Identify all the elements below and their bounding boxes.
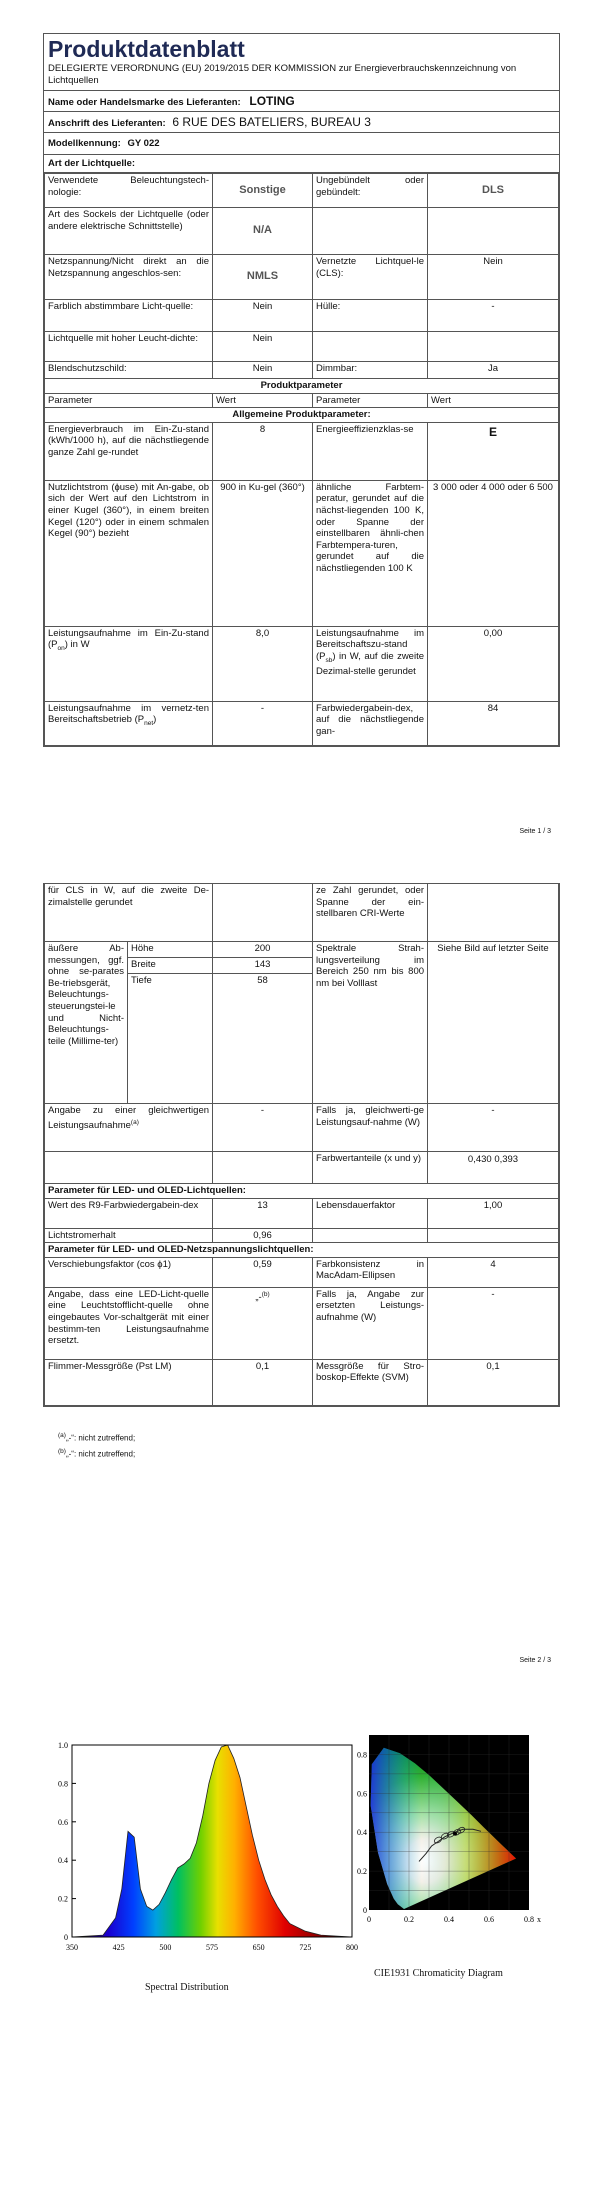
- equivalent-power-label: Angabe zu einer gleichwertigen Leistungsaufnahme$^{(a)}$: [45, 1104, 213, 1152]
- x-tick-label: 650: [252, 1943, 265, 1952]
- empty-cell: [428, 1228, 559, 1243]
- page-number: Seite 2 / 3: [519, 1657, 551, 1664]
- replacement-claim-label: Angabe, dass eine LED-Licht-quelle eine Leuchtstofflicht-quelle ohne eingebautes Vor-schaltgerät mit einer bestimm-ten Leistungsaufnahme ersetzt.: [45, 1287, 213, 1359]
- on-mode-power-label: Leistungsaufnahme im Ein-Zu-stand $(P_{on})$ in W: [45, 626, 213, 701]
- page-3: [0, 1680, 603, 2195]
- col-header-value-2: Wert: [428, 393, 559, 408]
- empty-cell: [428, 208, 559, 255]
- spectrum-area: [72, 1745, 352, 1937]
- power-factor-label: Verschiebungsfaktor (cos ϕ1): [45, 1257, 213, 1287]
- x-tick-label: 0.2: [404, 1915, 414, 1924]
- empty-cell: [313, 1228, 428, 1243]
- tunable-label: Farblich abstimmbare Licht-quelle:: [45, 300, 213, 332]
- parameters-table-continued: [44, 883, 559, 1406]
- cie-chromaticity-chart: [357, 1730, 542, 1945]
- empty-cell: [313, 332, 428, 362]
- width-label: Breite: [128, 958, 213, 974]
- supplier-address-row: [44, 112, 559, 133]
- socket-value: N/A: [213, 208, 313, 255]
- x-tick-label: 0.4: [444, 1915, 454, 1924]
- tunable-value: Nein: [213, 300, 313, 332]
- focus-value: DLS: [428, 174, 559, 208]
- supplier-name-label: Name oder Handelsmarke des Lieferanten:: [48, 97, 241, 108]
- depth-value: 58: [213, 974, 313, 1104]
- standby-power-label: Leistungsaufnahme im Bereitschaftszu-stand $(P_{sb})$ in W, auf die zweite Dezimal-stelle gerundet: [313, 626, 428, 701]
- power-factor-value: 0,59: [213, 1257, 313, 1287]
- model-id: GY 022: [127, 138, 160, 149]
- page-1: [0, 0, 603, 850]
- width-value: 143: [213, 958, 313, 974]
- mains-value: NMLS: [213, 255, 313, 300]
- y-tick-label: 0.4: [58, 1856, 68, 1866]
- dimmable-label: Dimmbar:: [313, 362, 428, 379]
- supplier-name-row: [44, 91, 559, 112]
- r9-value: 13: [213, 1198, 313, 1228]
- high-luminance-value: Nein: [213, 332, 313, 362]
- energy-class-label: Energieeffizienzklas-se: [313, 422, 428, 480]
- stroboscopic-label: Messgröße für Stro-boskop-Effekte (SVM): [313, 1359, 428, 1405]
- y-tick-label: 0: [64, 1933, 68, 1942]
- lumen-maintenance-label: Lichtstromerhalt: [45, 1228, 213, 1243]
- light-source-table: [44, 173, 559, 746]
- model-row: [44, 133, 559, 155]
- lumen-maintenance-value: 0,96: [213, 1228, 313, 1243]
- general-params-heading: Allgemeine Produktparameter:: [45, 408, 559, 423]
- page-number: Seite 1 / 3: [519, 828, 551, 835]
- document-title: Produktdatenblatt: [48, 36, 245, 62]
- r9-label: Wert des R9-Farbwiedergabein-dex: [45, 1198, 213, 1228]
- cls-value: Nein: [428, 255, 559, 300]
- col-header-param-2: Parameter: [313, 393, 428, 408]
- y-tick-label: 1.0: [58, 1741, 68, 1750]
- dimmable-value: Ja: [428, 362, 559, 379]
- cri-label-cont: ze Zahl gerundet, oder Spanne der ein-stellbaren CRI-Werte: [313, 884, 428, 942]
- equivalent-power-value: -: [213, 1104, 313, 1152]
- led-params-heading: Parameter für LED- und OLED-Lichtquellen:: [45, 1184, 559, 1199]
- y-tick-label: 0: [363, 1906, 367, 1915]
- x-tick-label: 0.8: [524, 1915, 534, 1924]
- replacement-power-value: -: [428, 1287, 559, 1359]
- supplier-address-label: Anschrift des Lieferanten:: [48, 118, 166, 129]
- luminous-flux-value: 900 in Ku-gel (360°): [213, 480, 313, 626]
- empty-cell: [428, 332, 559, 362]
- antiglare-value: Nein: [213, 362, 313, 379]
- cri-label: Farbwiedergabein-dex, auf die nächstliegende gan-: [313, 701, 428, 745]
- cls-label: Vernetzte Lichtquel-le (CLS):: [313, 255, 428, 300]
- chromaticity-value: 0,430 0,393: [428, 1152, 559, 1184]
- mains-led-params-heading: Parameter für LED- und OLED-Netzspannungslichtquellen:: [45, 1243, 559, 1258]
- x-tick-label: 800: [346, 1943, 358, 1952]
- x-tick-label: 350: [66, 1943, 78, 1952]
- supplier-name: LOTING: [249, 94, 295, 108]
- focus-label: Ungebündelt oder gebündelt:: [313, 174, 428, 208]
- energy-class-value: E: [428, 422, 559, 480]
- cct-value: 3 000 oder 4 000 oder 6 500: [428, 480, 559, 626]
- on-mode-power-value: 8,0: [213, 626, 313, 701]
- y-tick-label: 0.2: [357, 1867, 367, 1877]
- high-luminance-label: Lichtquelle mit hoher Leucht-dichte:: [45, 332, 213, 362]
- replacement-power-label: Falls ja, Angabe zur ersetzten Leistungs-aufnahme (W): [313, 1287, 428, 1359]
- supplier-address: 6 RUE DES BATELIERS, BUREAU 3: [172, 115, 371, 129]
- replacement-claim-value: „-$^{(b)}$: [213, 1287, 313, 1359]
- y-tick-label: 0.4: [357, 1828, 367, 1838]
- page-2: [0, 850, 603, 1680]
- datasheet-frame-1: [43, 33, 560, 747]
- col-header-param: Parameter: [45, 393, 213, 408]
- survival-factor-label: Lebensdauerfaktor: [313, 1198, 428, 1228]
- flicker-label: Flimmer-Messgröße (Pst LM): [45, 1359, 213, 1405]
- x-tick-label: 575: [206, 1943, 218, 1952]
- depth-label: Tiefe: [128, 974, 213, 1104]
- empty-cell: [428, 884, 559, 942]
- product-params-heading: Produktparameter: [45, 379, 559, 394]
- datasheet-frame-2: [43, 883, 560, 1407]
- networked-standby-label: Leistungsaufnahme im vernetz-ten Bereitschaftsbetrieb $(P_{net})$: [45, 701, 213, 745]
- equivalent-power-w-value: -: [428, 1104, 559, 1152]
- light-source-type-heading: Art der Lichtquelle:: [44, 155, 559, 173]
- y-tick-label: 0.2: [58, 1894, 68, 1904]
- spectral-distribution-label: Spektrale Strah-lungsverteilung im Bereich 250 nm bis 800 nm bei Volllast: [313, 942, 428, 1104]
- stroboscopic-value: 0,1: [428, 1359, 559, 1405]
- empty-cell: [213, 884, 313, 942]
- chromaticity-label: Farbwertanteile (x und y): [313, 1152, 428, 1184]
- tech-label: Verwendete Beleuchtungstech-nologie:: [45, 174, 213, 208]
- empty-cell: [213, 1152, 313, 1184]
- spectrum-caption: Spectral Distribution: [145, 1982, 229, 1993]
- networked-standby-label-cont: für CLS in W, auf die zweite De-zimalstelle gerundet: [45, 884, 213, 942]
- col-header-value: Wert: [213, 393, 313, 408]
- cri-value: 84: [428, 701, 559, 745]
- x-tick-label: 0.6: [484, 1915, 494, 1924]
- x-tick-label: 500: [159, 1943, 172, 1952]
- energy-consumption-label: Energieverbrauch im Ein-Zu-stand (kWh/1000 h), auf die nächstliegende ganze Zahl ge-rundet: [45, 422, 213, 480]
- antiglare-label: Blendschutzschild:: [45, 362, 213, 379]
- x-tick-label: 425: [112, 1943, 125, 1952]
- spectral-distribution-chart: [48, 1735, 368, 1985]
- tech-value: Sonstige: [213, 174, 313, 208]
- dimensions-label: äußere Ab-messungen, ggf. ohne se-parates Be-triebsgerät, Beleuchtungs-steuerungstei-le und Nicht-Beleuchtungs-teile (Millime-ter): [45, 942, 128, 1104]
- networked-standby-value: -: [213, 701, 313, 745]
- footnote-b: $^{(b)}$„-“: nicht zutreffend;: [58, 1448, 136, 1459]
- spectral-distribution-value: Siehe Bild auf letzter Seite: [428, 942, 559, 1104]
- model-label: Modellkennung:: [48, 138, 121, 149]
- y-tick-label: 0.8: [357, 1750, 367, 1760]
- macadam-value: 4: [428, 1257, 559, 1287]
- regulation-intro: DELEGIERTE VERORDNUNG (EU) 2019/2015 DER KOMMISSION zur Energieverbrauchskennzeichnung von Lichtquellen: [44, 62, 559, 91]
- standby-power-value: 0,00: [428, 626, 559, 701]
- y-tick-label: 0.6: [357, 1789, 367, 1799]
- x-tick-label: 725: [299, 1943, 312, 1952]
- macadam-label: Farbkonsistenz in MacAdam-Ellipsen: [313, 1257, 428, 1287]
- survival-factor-value: 1,00: [428, 1198, 559, 1228]
- luminous-flux-label: Nutzlichtstrom (ɸuse) mit An-gabe, ob sich der Wert auf den Lichtstrom in einer Kugel (360°), in einem breiten Kegel (120°) oder in einem schmalen Kegel (90°) bezieht: [45, 480, 213, 626]
- footnote-a: $^{(a)}$„-“: nicht zutreffend;: [58, 1432, 136, 1443]
- cct-label: ähnliche Farbtem-peratur, gerundet auf die nächst-liegenden 100 K, oder Spanne der einstellbaren ähnli-chen Farbtempera-turen, gerundet auf die nächstliegenden 100 K: [313, 480, 428, 626]
- cie-caption: CIE1931 Chromaticity Diagram: [374, 1968, 503, 1979]
- envelope-value: -: [428, 300, 559, 332]
- height-label: Höhe: [128, 942, 213, 958]
- socket-label: Art des Sockels der Lichtquelle (oder andere elektrische Schnittstelle): [45, 208, 213, 255]
- y-tick-label: 0.6: [58, 1817, 68, 1827]
- flicker-value: 0,1: [213, 1359, 313, 1405]
- chromaticity-point: [453, 1832, 457, 1836]
- empty-cell: [45, 1152, 213, 1184]
- energy-consumption-value: 8: [213, 422, 313, 480]
- empty-cell: [313, 208, 428, 255]
- height-value: 200: [213, 942, 313, 958]
- envelope-label: Hülle:: [313, 300, 428, 332]
- y-tick-label: 0.8: [58, 1779, 68, 1789]
- mains-label: Netzspannung/Nicht direkt an die Netzspannung angeschlos-sen:: [45, 255, 213, 300]
- x-tick-label: 0: [367, 1915, 371, 1924]
- equivalent-power-w-label: Falls ja, gleichwerti-ge Leistungsauf-nahme (W): [313, 1104, 428, 1152]
- x-axis-label: x: [537, 1915, 541, 1924]
